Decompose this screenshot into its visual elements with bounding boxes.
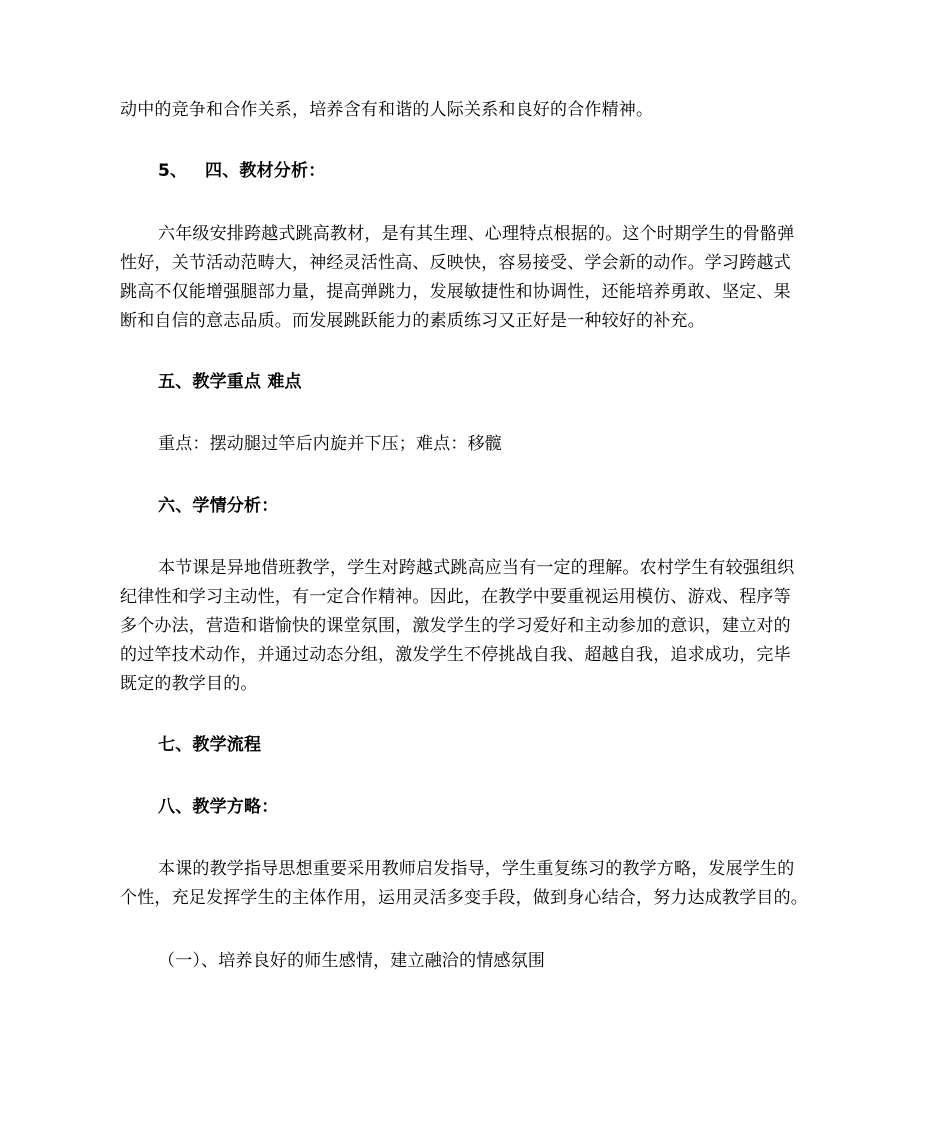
heading-materials-number: 5、: [158, 161, 188, 181]
paragraph-learning-analysis: [120, 554, 832, 699]
heading-materials: 四、教材分析：: [205, 161, 326, 181]
paragraph-materials: [120, 220, 832, 336]
paragraph-line: 跳高不仅能增强腿部力量，提高弹跳力，发展敏捷性和协调性，还能培养勇敢、坚定、果: [120, 282, 791, 302]
paragraph-line: 本课的教学指导思想重要采用教师启发指导，学生重复练习的教学方略，发展学生的: [158, 859, 795, 879]
paragraph-teaching-strategy: [120, 855, 840, 913]
paragraph-line: 个性，充足发挥学生的主体作用，运用灵活多变手段，做到身心结合，努力达成教学目的。: [120, 888, 808, 908]
key-points-text: 重点：摆动腿过竿后内旋并下压；难点：移髋: [158, 434, 502, 454]
paragraph-line: 纪律性和学习主动性，有一定合作精神。因此，在教学中要重视运用模仿、游戏、程序等: [120, 587, 791, 607]
heading-teaching-process: 七、教学流程: [158, 735, 262, 755]
sub-heading-teacher-student: （一）、培养良好的师生感情，建立融洽的情感氛围: [158, 951, 546, 971]
paragraph-line: 既定的教学目的。: [120, 674, 258, 694]
heading-learning-analysis: 六、学情分析：: [158, 496, 279, 516]
heading-key-points: 五、教学重点 难点: [158, 372, 302, 392]
paragraph-line: 断和自信的意志品质。而发展跳跃能力的素质练习又正好是一种较好的补充。: [120, 311, 705, 331]
continuation-line: 动中的竞争和合作关系，培养含有和谐的人际关系和良好的合作精神。: [120, 100, 654, 120]
paragraph-line: 本节课是异地借班教学，学生对跨越式跳高应当有一定的理解。农村学生有较强组织: [158, 558, 795, 578]
paragraph-line: 六年级安排跨越式跳高教材，是有其生理、心理特点根据的。这个时期学生的骨骼弹: [158, 224, 795, 244]
paragraph-line: 的过竿技术动作，并通过动态分组，激发学生不停挑战自我、超越自我，追求成功，完毕: [120, 645, 791, 665]
heading-teaching-strategy: 八、教学方略：: [158, 797, 279, 817]
paragraph-line: 性好，关节活动范畴大，神经灵活性高、反映快，容易接受、学会新的动作。学习跨越式: [120, 253, 791, 273]
paragraph-line: 多个办法，营造和谐愉快的课堂氛围，激发学生的学习爱好和主动参加的意识，建立对的: [120, 616, 791, 636]
